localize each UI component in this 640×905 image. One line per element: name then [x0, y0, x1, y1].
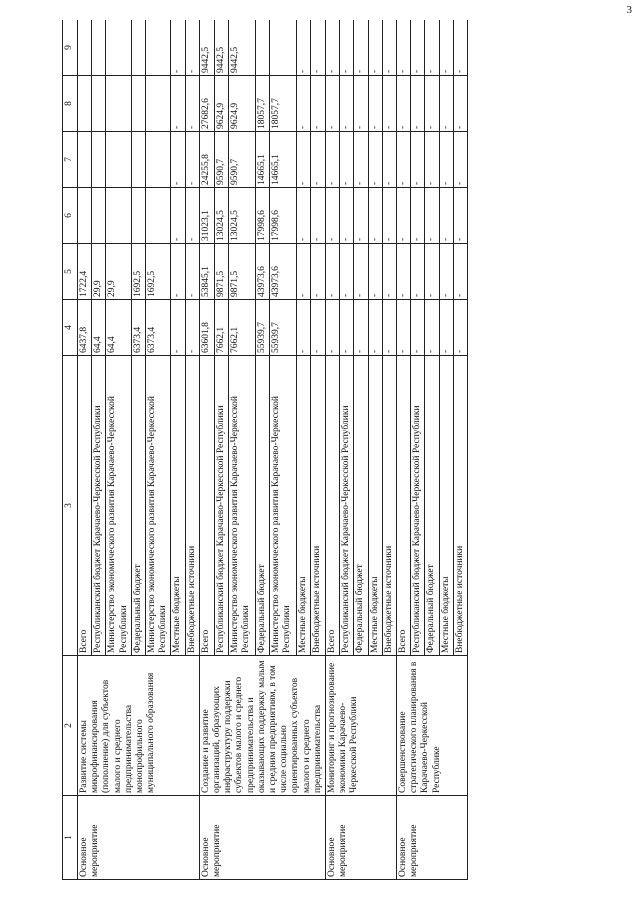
value-cell	[92, 76, 106, 132]
value-cell	[131, 188, 145, 244]
value-cell: 17998,6	[270, 188, 296, 244]
value-cell: 1692,5	[131, 244, 145, 300]
value-cell	[78, 188, 92, 244]
value-cell: -	[368, 244, 382, 300]
value-cell: 6437,8	[78, 300, 92, 356]
value-cell: 31023,1	[199, 188, 214, 244]
value-cell: -	[425, 132, 439, 188]
value-cell: 64,4	[92, 300, 106, 356]
value-cell: -	[171, 76, 185, 132]
value-cell	[106, 20, 131, 76]
value-cell: 9590,7	[229, 132, 255, 188]
value-cell: 9442,5	[214, 20, 229, 76]
value-cell	[92, 132, 106, 188]
funding-source: Республиканский бюджет Карачаево-Черкесской Республики	[92, 356, 106, 656]
value-cell: -	[354, 244, 368, 300]
value-cell: -	[453, 132, 467, 188]
value-cell: -	[326, 188, 340, 244]
value-cell: -	[296, 188, 311, 244]
funding-source: Всего	[397, 356, 411, 656]
header-cell: 8	[63, 76, 78, 132]
funding-source: Федеральный бюджет	[255, 356, 270, 656]
funding-source: Республиканский бюджет Карачаево-Черкесской Республики	[411, 356, 425, 656]
value-cell: 13024,5	[229, 188, 255, 244]
value-cell: -	[397, 76, 411, 132]
value-cell	[78, 132, 92, 188]
value-cell: -	[311, 132, 326, 188]
value-cell: -	[425, 20, 439, 76]
value-cell	[270, 20, 296, 76]
value-cell: -	[368, 132, 382, 188]
funding-source: Республиканский бюджет Карачаево-Черкесской Республики	[340, 356, 354, 656]
funding-source: Министерство экономического развития Карачаево-Черкесской Республики	[229, 356, 255, 656]
value-cell	[92, 188, 106, 244]
value-cell: -	[185, 188, 199, 244]
table-row	[199, 20, 214, 880]
value-cell: -	[397, 188, 411, 244]
header-cell: 6	[63, 188, 78, 244]
table-row	[326, 20, 340, 880]
funding-source: Всего	[78, 356, 92, 656]
value-cell: -	[368, 300, 382, 356]
value-cell: -	[425, 300, 439, 356]
funding-source: Всего	[199, 356, 214, 656]
value-cell	[146, 132, 171, 188]
funding-source: Местные бюджеты	[368, 356, 382, 656]
value-cell: -	[296, 20, 311, 76]
value-cell: -	[411, 300, 425, 356]
value-cell: 13024,5	[214, 188, 229, 244]
value-cell	[106, 76, 131, 132]
value-cell: 24255,8	[199, 132, 214, 188]
value-cell: -	[340, 20, 354, 76]
value-cell: -	[171, 132, 185, 188]
funding-source: Республиканский бюджет Карачаево-Черкесской Республики	[214, 356, 229, 656]
value-cell: 53845,1	[199, 244, 214, 300]
value-cell: 43973,6	[255, 244, 270, 300]
value-cell: 1692,5	[146, 244, 171, 300]
table-row	[397, 20, 411, 880]
value-cell: 14665,1	[270, 132, 296, 188]
value-cell: -	[439, 132, 453, 188]
value-cell: -	[340, 132, 354, 188]
funding-source: Всего	[326, 356, 340, 656]
value-cell: -	[296, 300, 311, 356]
value-cell: 64,4	[106, 300, 131, 356]
value-cell: 29,9	[92, 244, 106, 300]
value-cell: -	[185, 300, 199, 356]
activity-type: Основное мероприятие	[199, 796, 325, 880]
funding-source: Внебюджетные источники	[185, 356, 199, 656]
page-number: 3	[626, 4, 632, 16]
value-cell	[106, 188, 131, 244]
value-cell: -	[311, 20, 326, 76]
value-cell	[146, 188, 171, 244]
value-cell: 43973,6	[270, 244, 296, 300]
rotated-page	[62, 20, 622, 880]
activity-name: Мониторинг и прогнозирование экономики Карачаево-Черкесской Республики	[326, 656, 397, 796]
activity-type: Основное мероприятие	[397, 796, 468, 880]
value-cell: -	[296, 76, 311, 132]
table-row	[78, 20, 92, 880]
table-body	[78, 20, 468, 880]
value-cell: -	[185, 76, 199, 132]
value-cell: -	[397, 244, 411, 300]
activity-type: Основное мероприятие	[78, 796, 200, 880]
value-cell: 9442,5	[229, 20, 255, 76]
header-row	[63, 20, 78, 880]
value-cell: -	[411, 76, 425, 132]
value-cell: -	[311, 76, 326, 132]
funding-source: Министерство экономического развития Карачаево-Черкесской Республики	[146, 356, 171, 656]
activity-type: Основное мероприятие	[326, 796, 397, 880]
value-cell: -	[439, 300, 453, 356]
value-cell	[92, 20, 106, 76]
value-cell: 29,9	[106, 244, 131, 300]
value-cell: -	[296, 244, 311, 300]
value-cell: -	[439, 20, 453, 76]
value-cell: -	[382, 76, 396, 132]
value-cell: -	[368, 188, 382, 244]
value-cell: -	[397, 20, 411, 76]
value-cell	[146, 20, 171, 76]
value-cell: -	[453, 20, 467, 76]
value-cell: 9871,5	[214, 244, 229, 300]
value-cell: -	[326, 132, 340, 188]
funding-source: Министерство экономического развития Карачаево-Черкесской Республики	[106, 356, 131, 656]
value-cell: -	[425, 76, 439, 132]
value-cell: -	[382, 20, 396, 76]
funding-source: Федеральный бюджет	[131, 356, 145, 656]
value-cell: -	[382, 132, 396, 188]
value-cell: -	[340, 188, 354, 244]
activity-name: Развитие системы микрофинансирования (пополнение) для субъектов малого и среднего предпринимательства монопрофильного муниципального образования	[78, 656, 200, 796]
value-cell: 17998,6	[255, 188, 270, 244]
value-cell	[131, 20, 145, 76]
value-cell: -	[340, 76, 354, 132]
header-cell: 2	[63, 656, 78, 796]
value-cell: -	[453, 188, 467, 244]
funding-source: Министерство экономического развития Карачаево-Черкесской Республики	[270, 356, 296, 656]
value-cell: -	[185, 244, 199, 300]
value-cell: -	[382, 244, 396, 300]
value-cell: 55939,7	[270, 300, 296, 356]
header-cell: 1	[63, 796, 78, 880]
value-cell	[78, 76, 92, 132]
value-cell: -	[354, 300, 368, 356]
value-cell: -	[311, 188, 326, 244]
activity-name: Создание и развитие организаций, образующих инфраструктуру поддержки субъектов малого и среднего предпринимательства и оказывающих поддержку малым и средним предприятиям, в том числе социально ориентированных субъектов малого и среднего предпринимательства	[199, 656, 325, 796]
value-cell: -	[311, 300, 326, 356]
value-cell: 63601,8	[199, 300, 214, 356]
value-cell: 1722,4	[78, 244, 92, 300]
value-cell: -	[439, 244, 453, 300]
value-cell: 9871,5	[229, 244, 255, 300]
value-cell: -	[171, 300, 185, 356]
value-cell: -	[171, 20, 185, 76]
header-cell: 3	[63, 356, 78, 656]
budget-table	[62, 20, 468, 880]
funding-source: Местные бюджеты	[296, 356, 311, 656]
value-cell: -	[326, 244, 340, 300]
value-cell: -	[382, 188, 396, 244]
value-cell: -	[453, 244, 467, 300]
value-cell: -	[326, 76, 340, 132]
value-cell: -	[311, 244, 326, 300]
header-cell: 4	[63, 300, 78, 356]
header-cell: 9	[63, 20, 78, 76]
value-cell: -	[354, 188, 368, 244]
value-cell: -	[340, 300, 354, 356]
value-cell: -	[425, 188, 439, 244]
funding-source: Местные бюджеты	[439, 356, 453, 656]
value-cell	[255, 20, 270, 76]
value-cell: -	[296, 132, 311, 188]
value-cell: 27682,6	[199, 76, 214, 132]
header-cell: 5	[63, 244, 78, 300]
funding-source: Внебюджетные источники	[311, 356, 326, 656]
value-cell: -	[171, 244, 185, 300]
funding-source: Местные бюджеты	[171, 356, 185, 656]
value-cell: -	[368, 76, 382, 132]
value-cell: 6373,4	[146, 300, 171, 356]
value-cell: -	[340, 244, 354, 300]
value-cell: 9590,7	[214, 132, 229, 188]
value-cell: -	[326, 300, 340, 356]
value-cell	[131, 132, 145, 188]
value-cell: -	[411, 188, 425, 244]
value-cell: -	[425, 244, 439, 300]
value-cell: 18057,7	[255, 76, 270, 132]
value-cell: 18057,7	[270, 76, 296, 132]
value-cell: 14665,1	[255, 132, 270, 188]
value-cell: -	[411, 244, 425, 300]
value-cell: 6373,4	[131, 300, 145, 356]
value-cell	[131, 76, 145, 132]
value-cell: 9442,5	[199, 20, 214, 76]
value-cell: -	[439, 76, 453, 132]
value-cell: 9624,9	[229, 76, 255, 132]
rotated-content	[62, 20, 622, 880]
funding-source: Федеральный бюджет	[354, 356, 368, 656]
value-cell: 9624,9	[214, 76, 229, 132]
value-cell: -	[411, 132, 425, 188]
value-cell: 55939,7	[255, 300, 270, 356]
value-cell: -	[326, 20, 340, 76]
funding-source: Внебюджетные источники	[453, 356, 467, 656]
value-cell: -	[354, 76, 368, 132]
value-cell: 7662,1	[229, 300, 255, 356]
activity-name: Совершенствование стратегического планирования в Карачаево-Черкесской Республике	[397, 656, 468, 796]
value-cell: 7662,1	[214, 300, 229, 356]
header-cell: 7	[63, 132, 78, 188]
value-cell	[106, 132, 131, 188]
value-cell	[146, 76, 171, 132]
value-cell: -	[397, 132, 411, 188]
value-cell: -	[453, 300, 467, 356]
value-cell: -	[354, 20, 368, 76]
funding-source: Федеральный бюджет	[425, 356, 439, 656]
value-cell: -	[397, 300, 411, 356]
value-cell: -	[382, 300, 396, 356]
value-cell: -	[185, 132, 199, 188]
value-cell: -	[171, 188, 185, 244]
value-cell: -	[439, 188, 453, 244]
value-cell	[78, 20, 92, 76]
value-cell: -	[411, 20, 425, 76]
value-cell: -	[368, 20, 382, 76]
funding-source: Внебюджетные источники	[382, 356, 396, 656]
value-cell: -	[354, 132, 368, 188]
value-cell: -	[185, 20, 199, 76]
value-cell: -	[453, 76, 467, 132]
